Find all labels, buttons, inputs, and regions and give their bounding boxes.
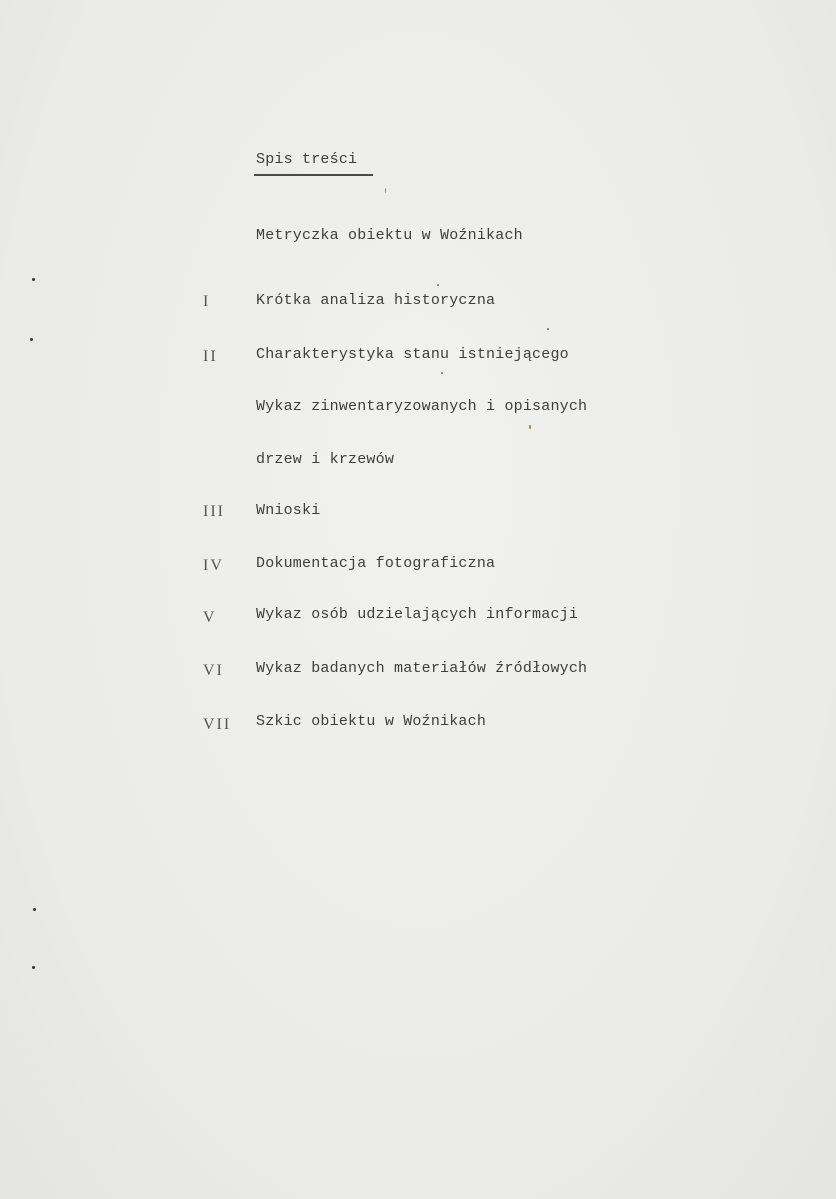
entry-text: Wykaz badanych materiałów źródłowych bbox=[256, 660, 588, 677]
entry-numeral: VII bbox=[203, 716, 232, 733]
entry-text: Wykaz zinwentaryzowanych i opisanych bbox=[256, 398, 588, 415]
entry-numeral: IV bbox=[203, 557, 224, 574]
paper-speck bbox=[30, 338, 33, 341]
entry-text: Wykaz osób udzielających informacji bbox=[256, 606, 579, 623]
paper-speck bbox=[441, 372, 443, 374]
page-title: Spis treści bbox=[256, 151, 358, 168]
entry-numeral: VI bbox=[203, 662, 224, 679]
entry-numeral: I bbox=[203, 293, 211, 310]
paper-speck bbox=[437, 284, 439, 286]
paper-speck bbox=[529, 425, 531, 429]
title-underline bbox=[254, 174, 373, 176]
intro-line: Metryczka obiektu w Woźnikach bbox=[256, 227, 523, 244]
entry-numeral: III bbox=[203, 503, 225, 520]
paper-speck bbox=[32, 278, 35, 281]
entry-numeral: V bbox=[203, 609, 217, 626]
paper-speck bbox=[33, 908, 36, 911]
entry-text: Wnioski bbox=[256, 502, 321, 519]
paper-speck bbox=[547, 328, 549, 330]
entry-text: Krótka analiza historyczna bbox=[256, 292, 496, 309]
entry-text: Dokumentacja fotograficzna bbox=[256, 555, 496, 572]
paper-speck bbox=[385, 188, 386, 193]
entry-text: drzew i krzewów bbox=[256, 451, 395, 468]
entry-text: Szkic obiektu w Woźnikach bbox=[256, 713, 487, 730]
entry-numeral: II bbox=[203, 348, 218, 365]
entry-text: Charakterystyka stanu istniejącego bbox=[256, 346, 569, 363]
paper-speck bbox=[32, 966, 35, 969]
